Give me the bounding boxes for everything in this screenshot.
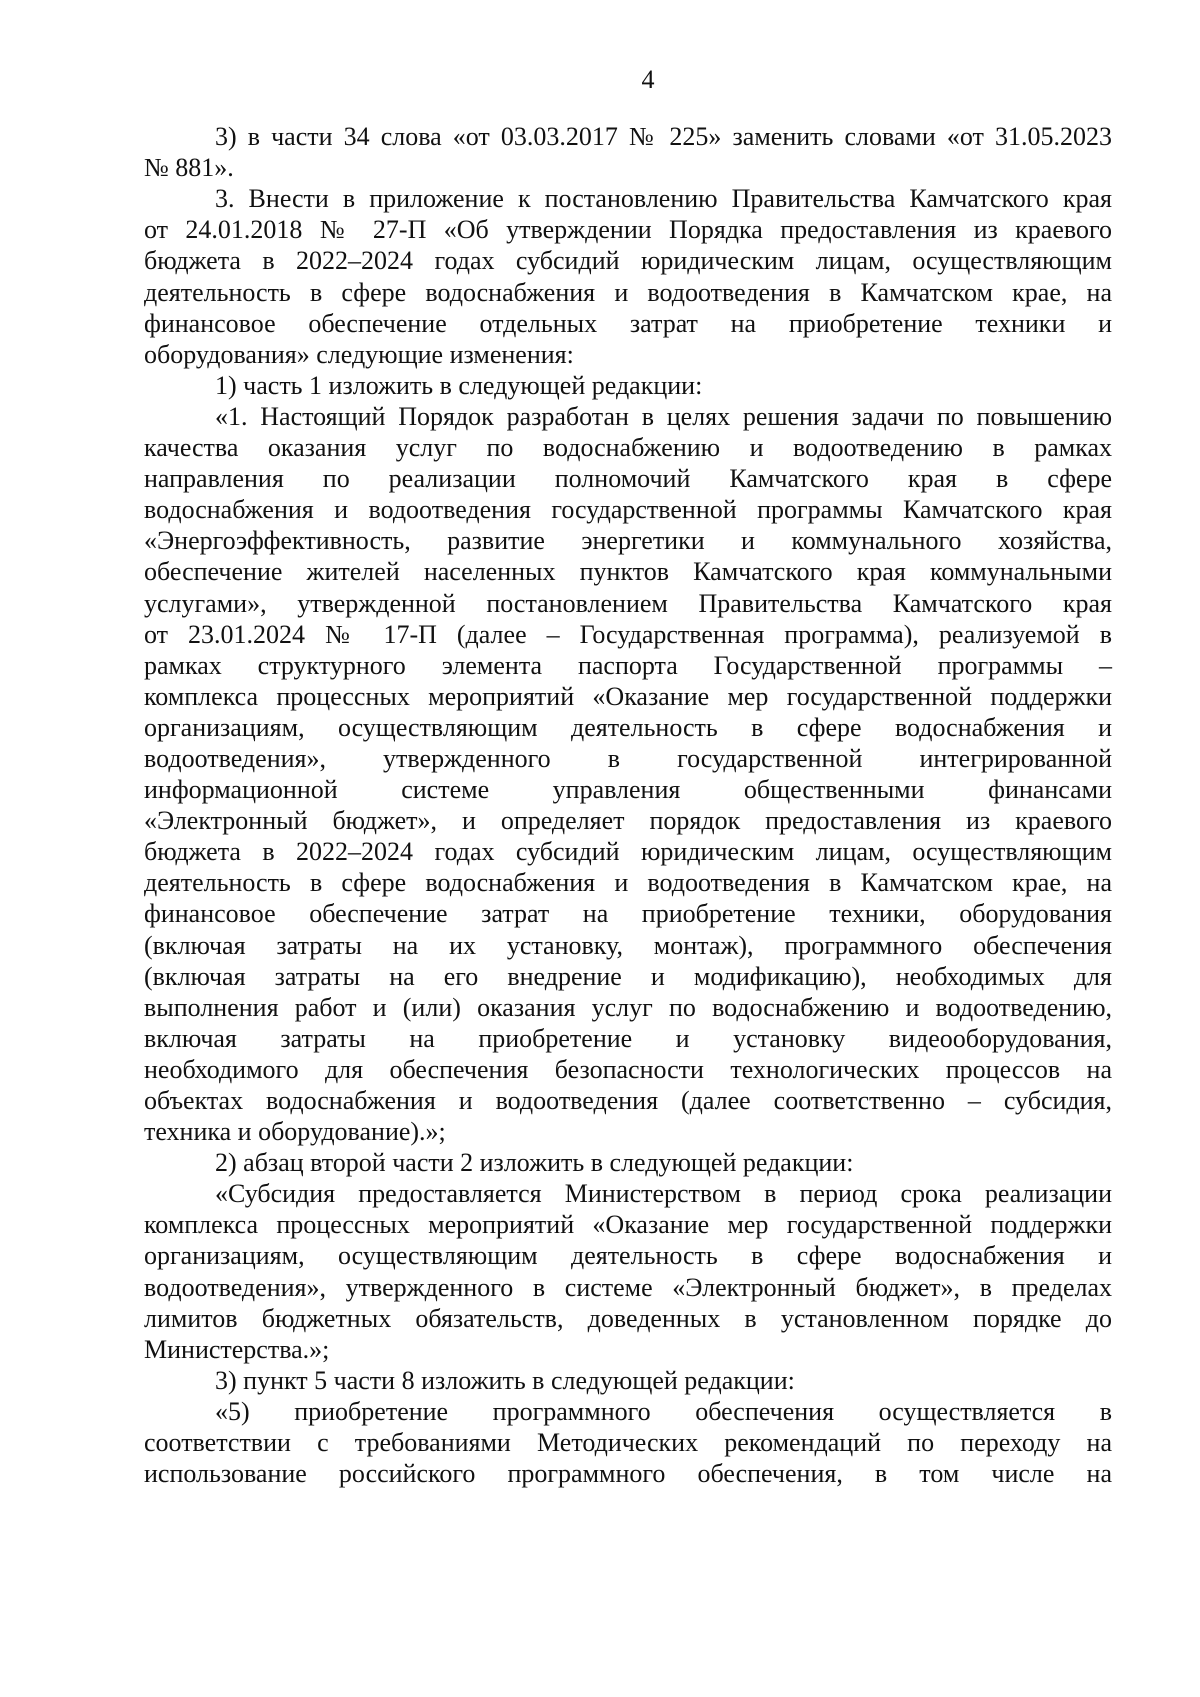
text-line: организациям, осуществляющим деятельность в сфере водоснабжения и	[144, 712, 1112, 742]
text-line: объектах водоснабжения и водоотведения (далее соответственно – субсидия,	[144, 1086, 1112, 1115]
text-line: 3. Внести в приложение к постановлению Правительства Камчатского края	[215, 184, 1112, 214]
text-line: «1. Настоящий Порядок разработан в целях решения задачи по повышению	[215, 401, 1112, 431]
text-line: техника и оборудование).»;	[144, 1117, 446, 1147]
text-line: «Энергоэффективность, развитие энергетики и коммунального хозяйства,	[144, 526, 1112, 556]
text-line: направления по реализации полномочий Камчатского края в сфере	[144, 464, 1112, 494]
text-line: 2) абзац второй части 2 изложить в следующей редакции:	[215, 1148, 854, 1178]
text-line: финансовое обеспечение отдельных затрат на приобретение техники и	[144, 308, 1112, 338]
text-line: использование российского программного обеспечения, в том числе на	[144, 1459, 1112, 1489]
text-line: «5) приобретение программного обеспечения осуществляется в	[215, 1396, 1112, 1426]
paragraph	[144, 1396, 1112, 1489]
text-line: № 881».	[144, 153, 234, 183]
paragraph	[144, 370, 1112, 401]
text-line: водоотведения», утвержденного в системе «Электронный бюджет», в пределах	[144, 1272, 1112, 1302]
text-line: деятельность в сфере водоснабжения и водоотведения в Камчатском крае, на	[144, 868, 1112, 898]
paragraph	[144, 1147, 1112, 1178]
text-line: необходимого для обеспечения безопасности технологических процессов на	[144, 1054, 1112, 1084]
text-line: рамках структурного элемента паспорта Государственной программы –	[144, 650, 1112, 680]
text-line: от 23.01.2024 № 17-П (далее – Государственная программа), реализуемой в	[144, 619, 1112, 649]
text-line: организациям, осуществляющим деятельность в сфере водоснабжения и	[144, 1241, 1112, 1271]
paragraph	[144, 121, 1112, 183]
text-line: бюджета в 2022–2024 годах субсидий юридическим лицам, осуществляющим	[144, 246, 1112, 276]
text-line: 3) пункт 5 части 8 изложить в следующей редакции:	[215, 1365, 795, 1395]
paragraph	[144, 1365, 1112, 1396]
text-line: деятельность в сфере водоснабжения и водоотведения в Камчатском крае, на	[144, 277, 1112, 307]
text-line: выполнения работ и (или) оказания услуг по водоснабжению и водоотведению,	[144, 992, 1112, 1022]
text-line: 3) в части 34 слова «от 03.03.2017 № 225» заменить словами «от 31.05.2023	[215, 122, 1112, 152]
paragraph	[144, 183, 1112, 370]
text-line: водоснабжения и водоотведения государственной программы Камчатского края	[144, 495, 1112, 525]
text-line: оборудования» следующие изменения:	[144, 339, 574, 369]
text-line: услугами», утвержденной постановлением Правительства Камчатского края	[144, 588, 1112, 618]
text-line: «Субсидия предоставляется Министерством в период срока реализации	[215, 1179, 1112, 1209]
page-number: 4	[641, 65, 655, 94]
text-line: Министерства.»;	[144, 1334, 330, 1364]
text-line: (включая затраты на их установку, монтаж), программного обеспечения	[144, 930, 1112, 960]
text-line: включая затраты на приобретение и установку видеооборудования,	[144, 1023, 1112, 1053]
text-line: водоотведения», утвержденного в государственной интегрированной	[144, 743, 1112, 773]
text-line: комплекса процессных мероприятий «Оказание мер государственной поддержки	[144, 1210, 1112, 1240]
text-line: финансовое обеспечение затрат на приобретение техники, оборудования	[144, 899, 1112, 929]
text-line: обеспечение жителей населенных пунктов Камчатского края коммунальными	[144, 557, 1112, 587]
text-line: информационной системе управления общественными финансами	[144, 775, 1112, 805]
text-line: от 24.01.2018 № 27-П «Об утверждении Порядка предоставления из краевого	[144, 215, 1112, 245]
text-line: бюджета в 2022–2024 годах субсидий юридическим лицам, осуществляющим	[144, 837, 1112, 867]
text-line: комплекса процессных мероприятий «Оказание мер государственной поддержки	[144, 681, 1112, 711]
document-body	[144, 121, 1112, 1489]
paragraph	[144, 401, 1112, 1147]
text-line: лимитов бюджетных обязательств, доведенных в установленном порядке до	[144, 1303, 1112, 1333]
paragraph	[144, 1178, 1112, 1365]
text-line: «Электронный бюджет», и определяет порядок предоставления из краевого	[144, 806, 1112, 836]
text-line: качества оказания услуг по водоснабжению и водоотведению в рамках	[144, 433, 1112, 463]
text-line: 1) часть 1 изложить в следующей редакции:	[215, 370, 703, 400]
text-line: соответствии с требованиями Методических рекомендаций по переходу на	[144, 1428, 1112, 1458]
text-line: (включая затраты на его внедрение и модификацию), необходимых для	[144, 961, 1112, 991]
